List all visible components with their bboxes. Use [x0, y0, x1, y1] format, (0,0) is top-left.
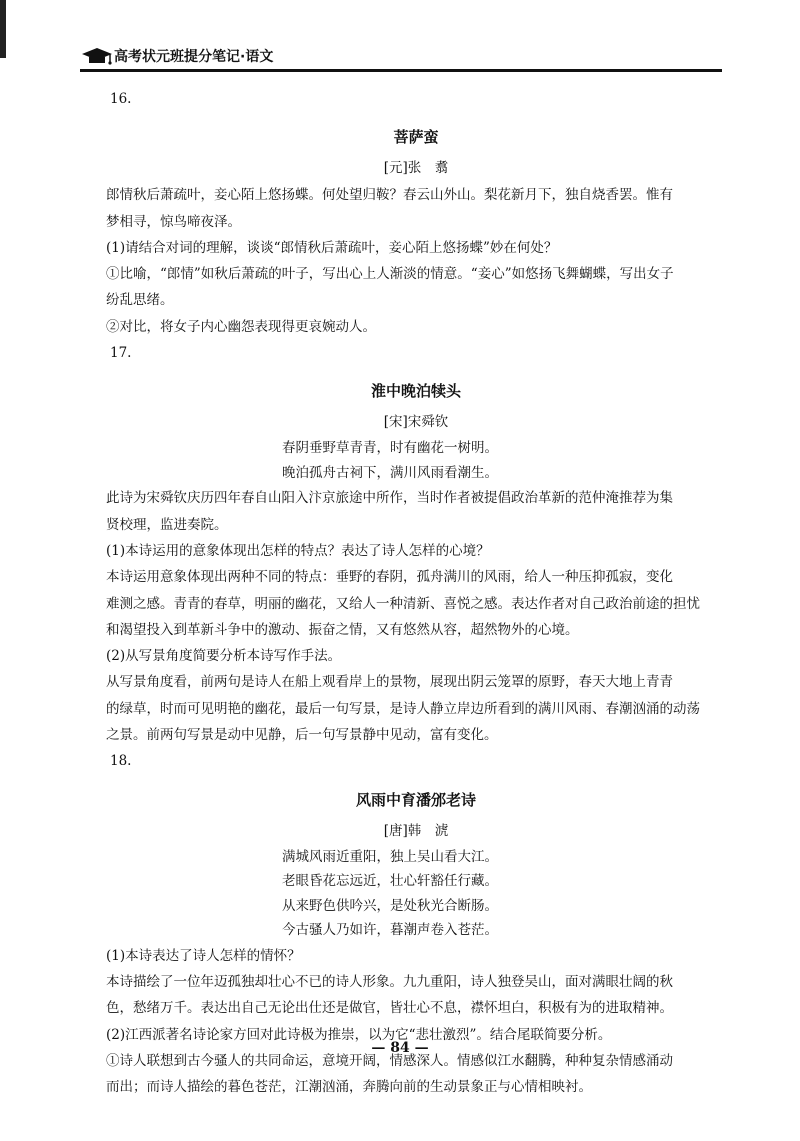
poem-title: 淮中晚泊犊头	[370, 382, 461, 401]
mortarboard-logo-icon	[80, 46, 114, 66]
section-number: 16.	[110, 91, 132, 107]
page-content	[106, 86, 726, 1100]
poem-title: 菩萨蛮	[393, 128, 439, 147]
poem-verse: 晚泊孤舟古祠下，满川风雨看潮生。	[282, 464, 498, 481]
poem-text-line: 郎情秋后萧疏叶，妾心陌上悠扬蝶。何处望归鞍？春云山外山。梨花新月下，独自烧香罢。惟有	[106, 187, 673, 204]
answer-line: 而出；而诗人描绘的暮色苍茫，江潮汹涌，奔腾向前的生动景象正与心情相映衬。	[106, 1079, 592, 1096]
intro-line: 此诗为宋舜钦庆历四年春自山阳入汴京旅途中所作，当时作者被提倡政治革新的范仲淹推荐为集	[106, 490, 673, 507]
answer-line: 本诗描绘了一位年迈孤独却壮心不已的诗人形象。九九重阳，诗人独登吴山，面对满眼壮阔的秋	[106, 973, 673, 990]
answer-line: 本诗运用意象体现出两种不同的特点：垂野的春阴，孤舟满川的风雨，给人一种压抑孤寂，变化	[106, 569, 673, 586]
answer-line: ①诗人联想到古今骚人的共同命运，意境开阔，情感深人。情感似江水翻腾，种种复杂情感涌动	[106, 1052, 673, 1069]
page-edge-bar	[0, 0, 6, 58]
header-rule	[80, 69, 722, 72]
poem-author: [唐]韩 淲	[383, 822, 449, 839]
question: (1)请结合对词的理解，谈谈“郎情秋后萧疏叶，妾心陌上悠扬蝶”妙在何处？	[106, 239, 558, 256]
answer-line: 从写景角度看，前两句是诗人在船上观看岸上的景物，展现出阴云笼罩的原野，春天大地上青青	[106, 674, 673, 691]
answer-line: 之景。前两句写景是动中见静，后一句写景静中见动，富有变化。	[106, 727, 498, 744]
section-number: 18.	[110, 753, 132, 770]
poem-author: [宋]宋舜钦	[383, 414, 449, 431]
poem-verse: 今古骚人乃如许，暮潮声卷入苍茫。	[282, 922, 498, 939]
answer-line: ②对比，将女子内心幽怨表现得更哀婉动人。	[106, 318, 376, 335]
poem-author: [元]张 翥	[383, 160, 449, 177]
answer-line: 的绿草，时而可见明艳的幽花，最后一句写景，是诗人静立岸边所看到的满川风雨、春潮汹涌的动荡	[106, 700, 700, 717]
answer-line: 难测之感。青青的春草，明丽的幽花，又给人一种清新、喜悦之感。表达作者对自己政治前途的担忧	[106, 595, 700, 612]
intro-line: 贤校理，监进奏院。	[106, 516, 228, 533]
poem-verse: 满城风雨近重阳，独上吴山看大江。	[282, 848, 498, 865]
page-header	[80, 44, 720, 70]
answer-line: ①比喻，“郎情”如秋后萧疏的叶子，写出心上人渐淡的情意。“妾心”如悠扬飞舞蝴蝶，写出女子	[106, 266, 674, 283]
answer-line: 色，愁绪万千。表达出自己无论出仕还是做官，皆壮心不息，襟怀坦白，积极有为的进取精神。	[106, 1000, 673, 1017]
poem-verse: 春阴垂野草青青，时有幽花一树明。	[282, 440, 498, 457]
poem-text-line: 梦相寻，惊鸟啼夜泽。	[106, 213, 241, 230]
poem-verse: 从来野色供吟兴，是处秋光合断肠。	[282, 897, 498, 914]
header-title: 高考状元班提分笔记·语文	[114, 49, 274, 65]
question: (2)江西派著名诗论家方回对此诗极为推崇，以为它“悲壮激烈”。结合尾联简要分析。	[106, 1026, 612, 1043]
question: (1)本诗运用的意象体现出怎样的特点？表达了诗人怎样的心境？	[106, 542, 490, 559]
poem-title: 风雨中育潘邠老诗	[355, 790, 476, 809]
poem-verse: 老眼昏花忘远近，壮心轩豁任行藏。	[282, 873, 498, 890]
answer-line: 和渴望投入到革新斗争中的激动、振奋之情，又有悠然从容，超然物外的心境。	[106, 621, 579, 638]
answer-line: 纷乱思绪。	[106, 292, 174, 309]
question: (2)从写景角度简要分析本诗写作手法。	[106, 648, 342, 665]
section-number: 17.	[110, 345, 132, 362]
page-number: — 84 —	[371, 1040, 429, 1056]
question: (1)本诗表达了诗人怎样的情怀？	[106, 947, 301, 964]
